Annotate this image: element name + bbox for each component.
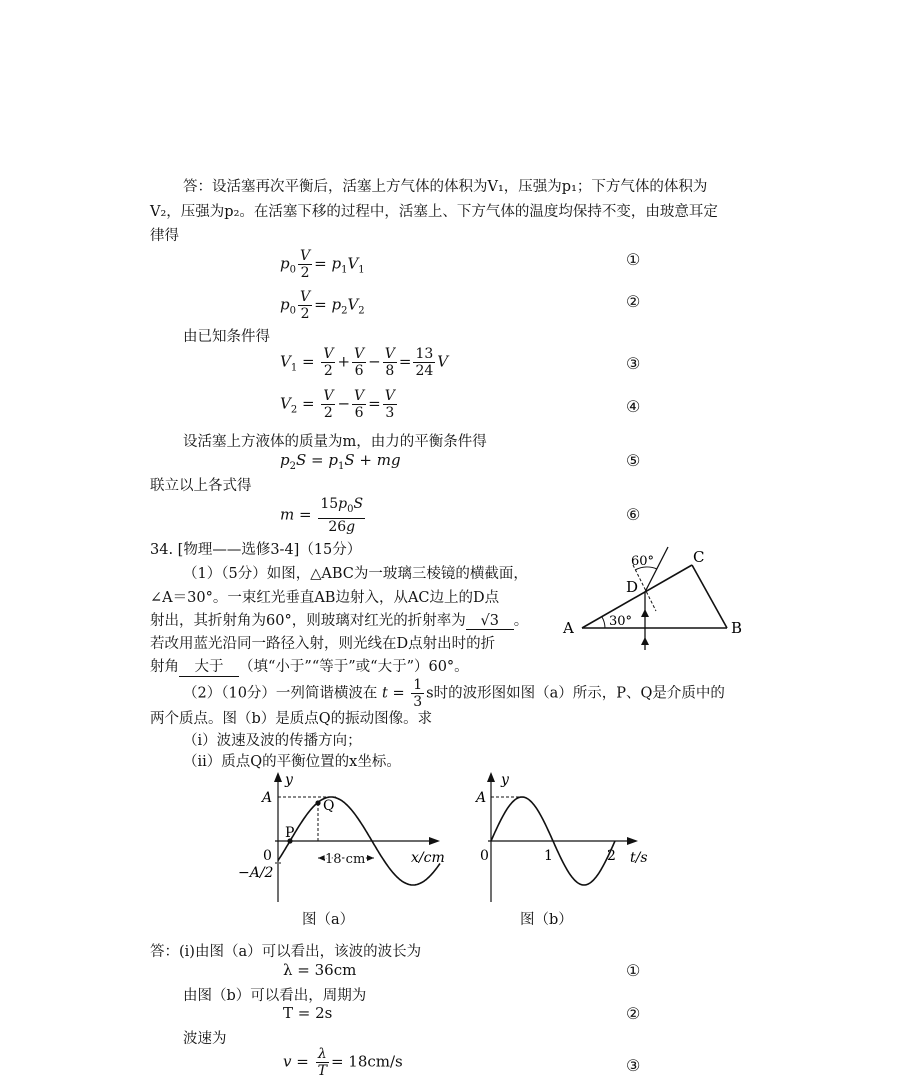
incident-arrow-upper (641, 609, 649, 617)
q34-part2-line2: 两个质点。图（b）是质点Q的振动图像。求 (150, 711, 433, 727)
tick-2-label: 2 (607, 848, 616, 864)
q34-part1-line5-text: 射角 (150, 659, 179, 675)
q34-part1-line3-end: 。 (513, 613, 529, 629)
equation-6: m = $\frac{15p_0S}{26g}$ (280, 496, 364, 535)
amplitude-label-b: A (476, 790, 487, 806)
q34-part1-line3-text: 射出，其折射角为60°，则玻璃对红光的折射率为 (150, 613, 466, 629)
axis-y-label-b: y (501, 772, 509, 788)
origin-label-a: 0 (263, 848, 272, 864)
origin-label-b: 0 (480, 848, 489, 864)
text-combine: 联立以上各式得 (150, 478, 252, 494)
equation-marker-4: ④ (626, 397, 641, 416)
q34-part1-line4: 若改用蓝光沿同一路径入射，则光线在D点射出时的折 (150, 636, 496, 652)
graph-b-caption: 图（b） (520, 912, 573, 928)
amplitude-label-a: A (262, 790, 273, 806)
q34-part2-line1-end: s时的波形图如图（a）所示，P、Q是介质中的 (426, 685, 725, 702)
distance-label: 18 cm (325, 852, 366, 867)
vertex-b: B (731, 619, 743, 637)
tick-1-label: 1 (544, 848, 553, 864)
answer-intro-line2: V₂，压强为p₂。在活塞下移的过程中，活塞上、下方气体的温度均保持不变，由玻意耳定 (150, 204, 718, 220)
text-mass-condition: 设活塞上方液体的质量为m，由力的平衡条件得 (183, 434, 487, 450)
point-q-marker (315, 800, 320, 805)
q34-part1-line2: ∠A＝30°。一束红光垂直AB边射入，从AC边上的D点 (150, 590, 500, 606)
answer2-marker-1: ① (626, 961, 641, 980)
equation-marker-3: ③ (626, 354, 641, 373)
equation-2: $p_0$ $\frac{V}{2}$ = $p_2V_2$ (280, 289, 365, 322)
axis-t-label: t/s (630, 850, 648, 866)
answer2-marker-2: ② (626, 1004, 641, 1023)
answer-intro-line1: 答：设活塞再次平衡后，活塞上方气体的体积为V₁，压强为p₁；下方气体的体积为 (183, 179, 708, 195)
answer2-line3: 波速为 (183, 1031, 227, 1047)
point-d: D (626, 578, 639, 596)
vibration-graph-b (468, 770, 663, 910)
neg-half-amplitude-label: −A/2 (238, 865, 274, 881)
answer2-equation-3: v = $\frac{\lambda}{T}$ = 18cm/s (283, 1046, 403, 1079)
answer2-line2: 由图（b）可以看出，周期为 (183, 988, 367, 1004)
vertex-c: C (693, 548, 705, 566)
angle-a-label: 30° (609, 614, 633, 629)
equation-marker-1: ① (626, 250, 641, 269)
q34-part1-line3 (150, 609, 528, 630)
graph-a-caption: 图（a） (302, 912, 355, 928)
q34-part2-sub-ii: （ii）质点Q的平衡位置的x坐标。 (183, 754, 401, 770)
axis-x-label-a: x/cm (411, 850, 445, 866)
incident-arrow-lower (641, 637, 649, 645)
text-known-conditions: 由已知条件得 (183, 329, 270, 345)
question-34-title: 34. [物理——选修3-4]（15分） (150, 542, 362, 558)
answer2-equation-3-rhs: = 18cm/s (330, 1052, 403, 1071)
equation-marker-6: ⑥ (626, 505, 641, 524)
wave-graph-a (235, 770, 450, 910)
q34-part1-line5-end: （填“小于”“等于”或“大于”）60°。 (239, 659, 469, 675)
answer-intro-line3: 律得 (150, 228, 179, 244)
equation-3: $V_1$ = $\frac{V}{2}$ + $\frac{V}{6}$ − $\frac{V}{8}$ = $\frac{13}{24}$ V (280, 346, 449, 379)
equation-1: $p_0$ $\frac{V}{2}$ = $p_1V_1$ (280, 248, 365, 281)
equation-marker-5: ⑤ (626, 451, 641, 470)
q34-part2-sub-i: （i）波速及波的传播方向； (183, 733, 362, 749)
answer2-equation-1: λ = 36cm (283, 961, 357, 979)
prism-diagram (555, 545, 755, 665)
equation-5: $p_2S = p_1S$ + mg (280, 451, 401, 472)
answer2-marker-3: ③ (626, 1056, 641, 1075)
q34-part2-line1: （2）（10分）一列简谐横波在 t = $\frac{1}{3}$ s时的波形图如图（a）所示，P、Q是介质中的 (183, 677, 725, 710)
q34-part1-line5 (150, 655, 469, 677)
q34-part1-line1: （1）（5分）如图，△ABC为一玻璃三棱镜的横截面， (183, 566, 528, 582)
vertex-a: A (563, 619, 574, 637)
answer-blank-refraction-angle: 大于 (179, 655, 239, 677)
answer2-line1: 答：(i)由图（a）可以看出，该波的波长为 (150, 944, 422, 960)
axis-y-label-a: y (285, 772, 293, 788)
equation-4: $V_2$ = $\frac{V}{2}$ − $\frac{V}{6}$ = $\frac{V}{3}$ (280, 388, 395, 421)
point-p-label: P (285, 825, 295, 841)
answer-blank-refractive-index: √3 (466, 613, 514, 630)
point-q-label: Q (323, 798, 335, 814)
answer2-equation-2: T = 2s (283, 1004, 333, 1022)
equation-marker-2: ② (626, 292, 641, 311)
q34-part2-line1-text: （2）（10分）一列简谐横波在 (183, 685, 378, 702)
refraction-angle-label: 60° (631, 554, 655, 569)
